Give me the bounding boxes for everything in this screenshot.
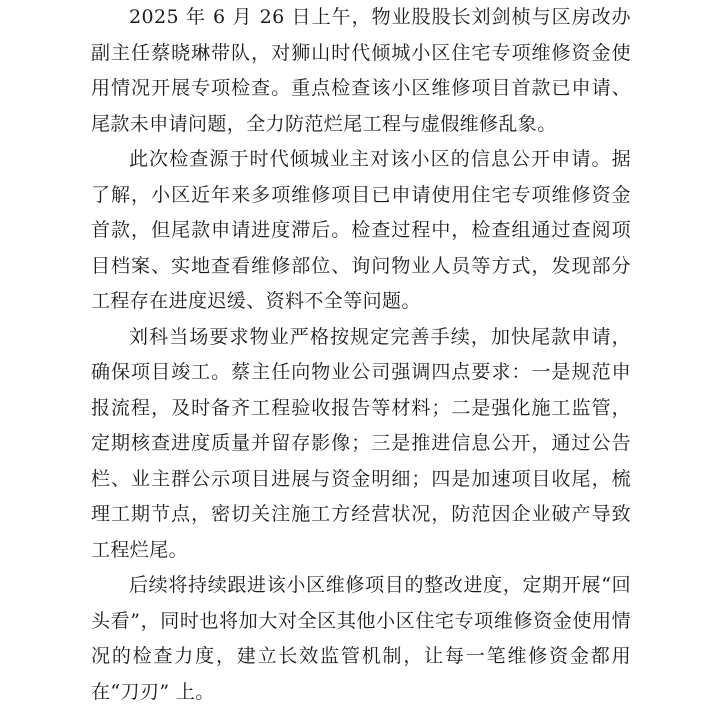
document-body: [91, 0, 631, 710]
paragraph-inspection-summary: 2025 年 6 月 26 日上午，物业股股长刘剑桢与区房改办副主任蔡晓琳带队，对狮山时代倾城小区住宅专项维修资金使用情况开展专项检查。重点检查该小区维修项目首款已申请、尾款未申请问题，全力防范烂尾工程与虚假维修乱象。: [91, 6, 631, 135]
paragraph-follow-up: 后续将持续跟进该小区维修项目的整改进度，定期开展“回头看”，同时也将加大对全区其他小区住宅专项维修资金使用情况的检查力度，建立长效监管机制，让每一笔维修资金都用在“刀刃” 上。: [91, 574, 631, 703]
paragraph-inspection-origin: 此次检查源于时代倾城业主对该小区的信息公开申请。据了解，小区近年来多项维修项目已申请使用住宅专项维修资金首款，但尾款申请进度滞后。检查过程中，检查组通过查阅项目档案、实地查看维修部位、询问物业人员等方式，发现部分工程存在进度迟缓、资料不全等问题。: [91, 148, 631, 312]
paragraph-requirements: 刘科当场要求物业严格按规定完善手续，加快尾款申请，确保项目竣工。蔡主任向物业公司强调四点要求：一是规范申报流程，及时备齐工程验收报告等材料；二是强化施工监管，定期核查进度质量并留存影像；三是推进信息公开，通过公告栏、业主群公示项目进展与资金明细；四是加速项目收尾，梳理工期节点，密切关注施工方经营状况，防范因企业破产导致工程烂尾。: [91, 325, 631, 561]
